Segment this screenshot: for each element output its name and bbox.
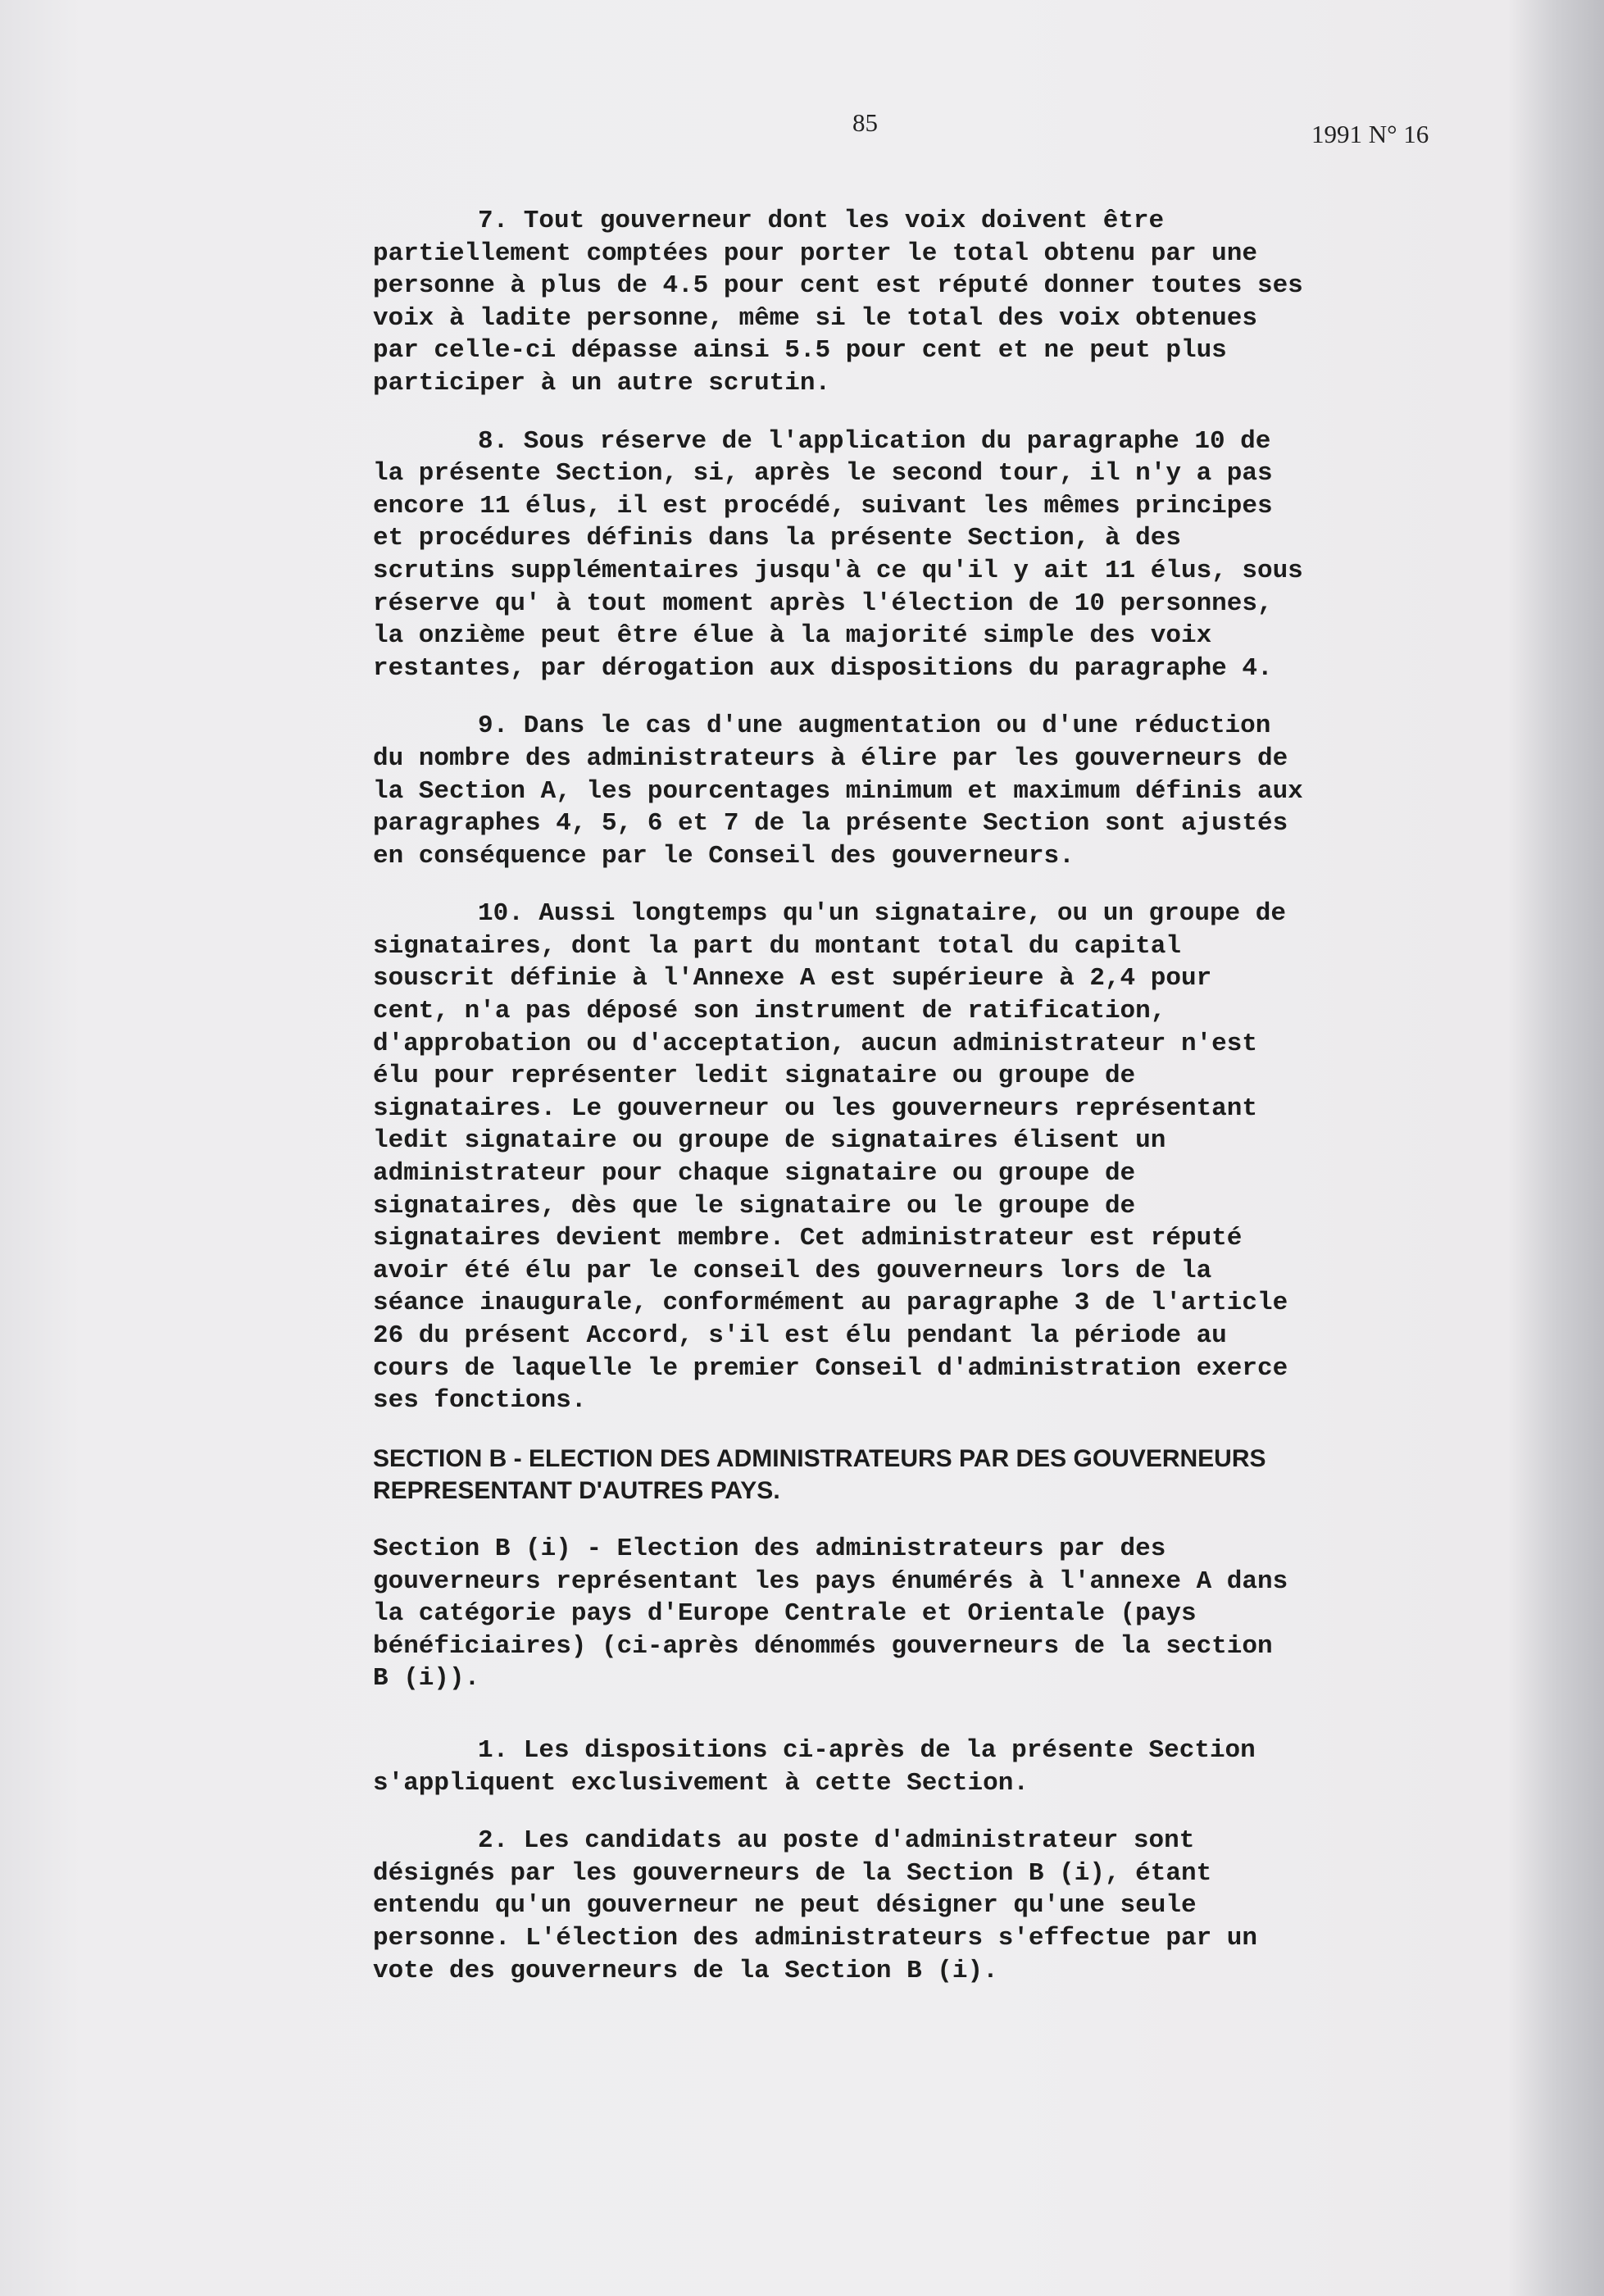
paragraph-10: 10. Aussi longtemps qu'un signataire, ou un groupe de signataires, dont la part du montant total du capital souscrit définie à l'Annexe A est supérieure à 2,4 pour cent, n'a pas déposé son instrument de ratification, d'approbation ou d'acceptation, aucun administrateur n'est élu pour représenter ledit signataire ou groupe de signataires. Le gouverneur ou les gouverneurs représentant ledit signataire ou groupe de signataires élisent un administrateur pour chaque signataire ou groupe de signataires, dès que le signataire ou le groupe de signataires devient membre. Cet administrateur est réputé avoir été élu par le conseil des gouverneurs lors de la séance inaugurale, conformément au paragraphe 3 de l'article 26 du présent Accord, s'il est élu pendant la période au cours de laquelle le premier Conseil d'administration exerce ses fonctions. (373, 899, 1288, 1416)
section-b-paragraph-1: 1. Les dispositions ci-après de la présente Section s'appliquent exclusivement à cette Section. (373, 1735, 1256, 1798)
page-number: 85 (852, 108, 878, 137)
section-b-paragraph-2: 2. Les candidats au poste d'administrateur sont désignés par les gouverneurs de la Section B (i), étant entendu qu'un gouverneur ne peut désigner qu'une seule personne. L'élection des administrateurs s'effectue par un vote des gouverneurs de la Section B (i). (373, 1826, 1257, 1985)
paragraph-7: 7. Tout gouverneur dont les voix doivent être partiellement comptées pour porter le total obtenu par une personne à plus de 4.5 pour cent est réputé donner toutes ses voix à ladite personne, même si le total des voix obtenues par celle-ci dépasse ainsi 5.5 pour cent et ne peut plus participer à un autre scrutin. (373, 207, 1303, 398)
section-b-heading: SECTION B - ELECTION DES ADMINISTRATEURS PAR DES GOUVERNEURS REPRESENTANT D'AUTRES PAYS. (373, 1444, 1266, 1505)
section-b-i-heading: Section B (i) - Election des administrateurs par des gouverneurs représentant les pays énumérés à l'annexe A dans la catégorie pays d'Europe Centrale et Orientale (pays bénéficiaires) (ci-après dénommés gouverneurs de la section B (i)). (373, 1534, 1288, 1694)
paragraph-9: 9. Dans le cas d'une augmentation ou d'une réduction du nombre des administrateurs à élire par les gouverneurs de la Section A, les pourcentages minimum et maximum définis aux paragraphes 4, 5, 6 et 7 de la présente Section sont ajustés en conséquence par le Conseil des gouverneurs. (373, 712, 1303, 871)
document-reference: 1991 N° 16 (1311, 120, 1429, 148)
document-body (373, 205, 1365, 2012)
paragraph-8: 8. Sous réserve de l'application du paragraphe 10 de la présente Section, si, après le second tour, il n'y a pas encore 11 élus, il est procédé, suivant les mêmes principes et procédures définis dans la présente Section, à des scrutins supplémentaires jusqu'à ce qu'il y ait 11 élus, sous réserve qu' à tout moment après l'élection de 10 personnes, la onzième peut être élue à la majorité simple des voix restantes, par dérogation aux dispositions du paragraphe 4. (373, 426, 1303, 683)
